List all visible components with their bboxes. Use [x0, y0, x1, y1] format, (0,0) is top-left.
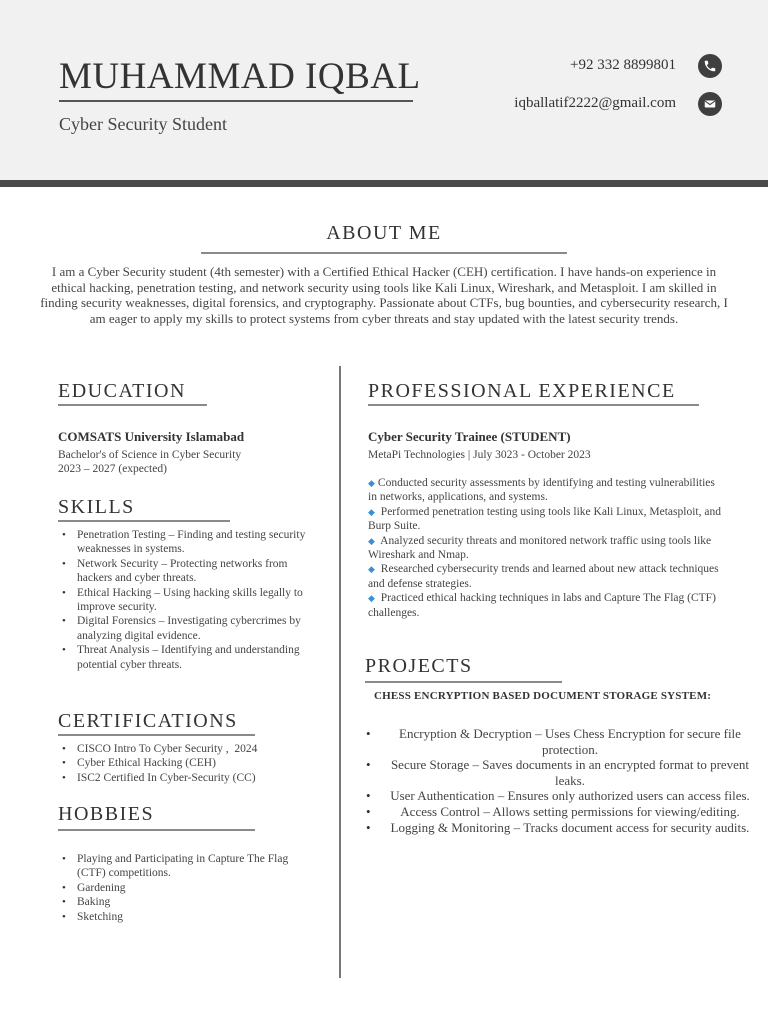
list-item: • Secure Storage – Saves documents in an encrypted format to prevent leaks. [362, 757, 754, 788]
phone-icon [698, 54, 722, 78]
projects-title-rule [365, 681, 562, 683]
about-title: ABOUT ME [326, 222, 442, 244]
education-school: COMSATS University Islamabad [58, 429, 245, 444]
certifications-title-rule [58, 734, 255, 736]
list-item: • Penetration Testing – Finding and testing security weaknesses in systems. [58, 528, 308, 557]
list-item: • Ethical Hacking – Using hacking skills legally to improve security. [58, 586, 308, 615]
email-address[interactable]: iqballatif2222@gmail.com [514, 95, 676, 111]
diamond-bullet-icon: ◆ [368, 593, 375, 604]
hobbies-list [58, 852, 308, 924]
column-divider [339, 366, 341, 978]
list-item: • Playing and Participating in Capture The Flag (CTF) competitions. [58, 852, 308, 881]
candidate-name: MUHAMMAD IQBAL [59, 56, 421, 97]
list-item: • CISCO Intro To Cyber Security , 2024 [58, 742, 318, 756]
header-divider-bar [0, 180, 768, 187]
experience-company: MetaPi Technologies | July 3023 - October 2023 [368, 449, 591, 461]
education-degree: Bachelor's of Science in Cyber Security [58, 449, 242, 461]
education-title-rule [58, 404, 207, 406]
list-item: • Access Control – Allows setting permissions for viewing/editing. [362, 804, 754, 820]
certifications-list [58, 742, 318, 785]
hobbies-title: HOBBIES [58, 803, 155, 825]
list-item: • Network Security – Protecting networks from hackers and cyber threats. [58, 557, 308, 586]
skills-title-rule [58, 520, 230, 522]
about-title-rule [201, 252, 567, 254]
list-item: ◆ Analyzed security threats and monitored network traffic using tools like Wireshark and Nmap. [368, 534, 712, 562]
list-item: • Gardening [58, 881, 308, 895]
list-item: • User Authentication – Ensures only authorized users can access files. [362, 788, 754, 804]
list-item: • Threat Analysis – Identifying and understanding potential cyber threats. [58, 643, 308, 672]
experience-title: PROFESSIONAL EXPERIENCE [368, 380, 676, 402]
experience-role: Cyber Security Trainee (STUDENT) [368, 429, 571, 444]
diamond-bullet-icon: ◆ [368, 535, 375, 546]
name-underline [59, 100, 413, 102]
mail-icon [698, 92, 722, 116]
list-item: • ISC2 Certified In Cyber-Security (CC) [58, 771, 318, 785]
about-text: I am a Cyber Security student (4th semester) with a Certified Ethical Hacker (CEH) certification. I have hands-on experience in ethical hacking, penetration testing, and network security using tools like Kali Linux, Wireshark, and Metasploit. I am skilled in finding security weaknesses, digital forensics, and cryptography. Passionate about CTFs, bug bounties, and cybersecurity research, I am eager to apply my skills to protect systems from cyber threats and stay updated with the latest security trends. [40, 264, 728, 326]
list-item: ◆ Performed penetration testing using tools like Kali Linux, Metasploit, and Burp Suite. [368, 505, 721, 533]
list-item: • Sketching [58, 910, 308, 924]
list-item: • Encryption & Decryption – Uses Chess Encryption for secure file protection. [362, 726, 754, 757]
experience-title-rule [368, 404, 699, 406]
certifications-title: CERTIFICATIONS [58, 710, 238, 732]
candidate-role: Cyber Security Student [59, 114, 227, 134]
diamond-bullet-icon: ◆ [368, 478, 375, 488]
list-item: ◆ Researched cybersecurity trends and learned about new attack techniques and defense strategies. [368, 563, 719, 590]
list-item: ◆ Practiced ethical hacking techniques in labs and Capture The Flag (CTF) challenges. [368, 592, 716, 619]
list-item: • Logging & Monitoring – Tracks document access for security audits. [362, 820, 754, 836]
education-title: EDUCATION [58, 380, 186, 402]
skills-list [58, 528, 308, 672]
phone-number[interactable]: +92 332 8899801 [570, 57, 676, 73]
diamond-bullet-icon: ◆ [368, 564, 375, 575]
skills-title: SKILLS [58, 496, 135, 518]
list-item: • Baking [58, 895, 308, 909]
education-years: 2023 – 2027 (expected) [58, 463, 167, 475]
experience-list [368, 476, 723, 620]
projects-list [362, 726, 754, 835]
list-item: ◆ Conducted security assessments by identifying and testing vulnerabilities in networks, applications, and systems. [368, 477, 715, 504]
list-item: • Digital Forensics – Investigating cybercrimes by analyzing digital evidence. [58, 614, 308, 643]
list-item: • Cyber Ethical Hacking (CEH) [58, 756, 318, 770]
diamond-bullet-icon: ◆ [368, 506, 375, 517]
project-heading: CHESS ENCRYPTION BASED DOCUMENT STORAGE SYSTEM: [374, 690, 712, 702]
hobbies-title-rule [58, 829, 255, 831]
projects-title: PROJECTS [365, 655, 473, 677]
